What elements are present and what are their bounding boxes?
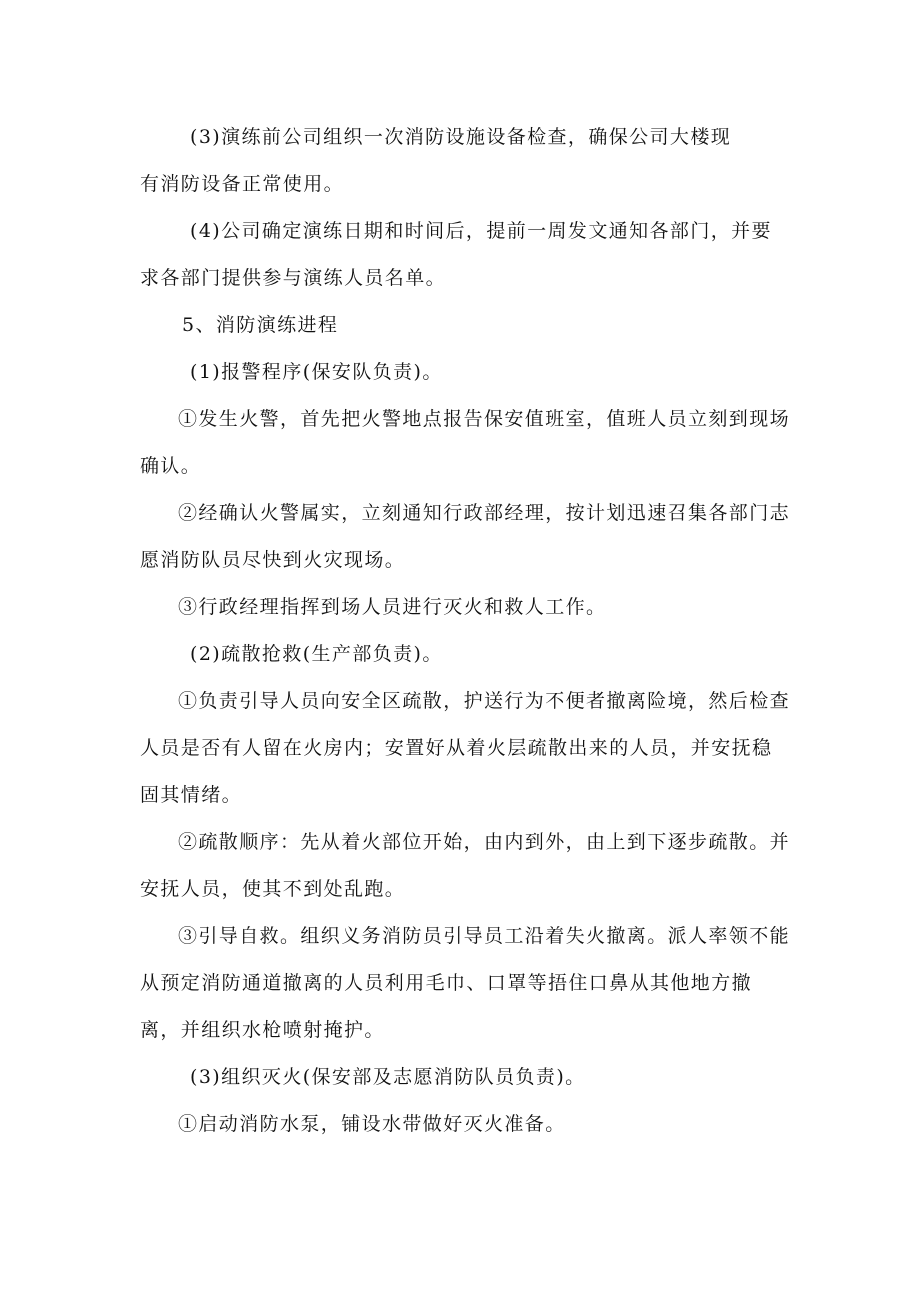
paragraph-alarm-step-2: ②经确认火警属实，立刻通知行政部经理，按计划迅速召集各部门志愿消防队员尽快到火灾现场。 bbox=[140, 502, 791, 571]
paragraph-alarm-step-1: ①发生火警，首先把火警地点报告保安值班室，值班人员立刻到现场确认。 bbox=[140, 408, 791, 477]
paragraph-drill-equipment-check: (3)演练前公司组织一次消防设施设备检查，确保公司大楼现有消防设备正常使用。 bbox=[140, 126, 732, 195]
paragraph-evacuation-step-1: ①负责引导人员向安全区疏散，护送行为不便者撤离险境，然后检查人员是否有人留在火房内；安置好从着火层疏散出来的人员，并安抚稳固其情绪。 bbox=[140, 690, 791, 806]
section-heading-drill-process: 5、消防演练进程 bbox=[182, 314, 339, 336]
paragraph-evacuation-step-3: ③引导自救。组织义务消防员引导员工沿着失火撤离。派人率领不能从预定消防通道撤离的人员利用毛巾、口罩等捂住口鼻从其他地方撤离，并组织水枪喷射掩护。 bbox=[140, 925, 791, 1041]
subsection-alarm-procedure: (1)报警程序(保安队负责)。 bbox=[190, 361, 443, 383]
paragraph-fire-fighting-step-1: ①启动消防水泵，铺设水带做好灭火准备。 bbox=[178, 1113, 566, 1135]
paragraph-evacuation-step-2: ②疏散顺序：先从着火部位开始，由内到外，由上到下逐步疏散。并安抚人员，使其不到处乱跑。 bbox=[140, 831, 791, 900]
subsection-evacuation-rescue: (2)疏散抢救(生产部负责)。 bbox=[190, 643, 443, 665]
paragraph-drill-date-notice: (4)公司确定演练日期和时间后，提前一周发文通知各部门，并要求各部门提供参与演练人员名单。 bbox=[140, 220, 772, 289]
paragraph-alarm-step-3: ③行政经理指挥到场人员进行灭火和救人工作。 bbox=[178, 596, 607, 618]
subsection-fire-fighting: (3)组织灭火(保安部及志愿消防队员负责)。 bbox=[190, 1066, 586, 1088]
